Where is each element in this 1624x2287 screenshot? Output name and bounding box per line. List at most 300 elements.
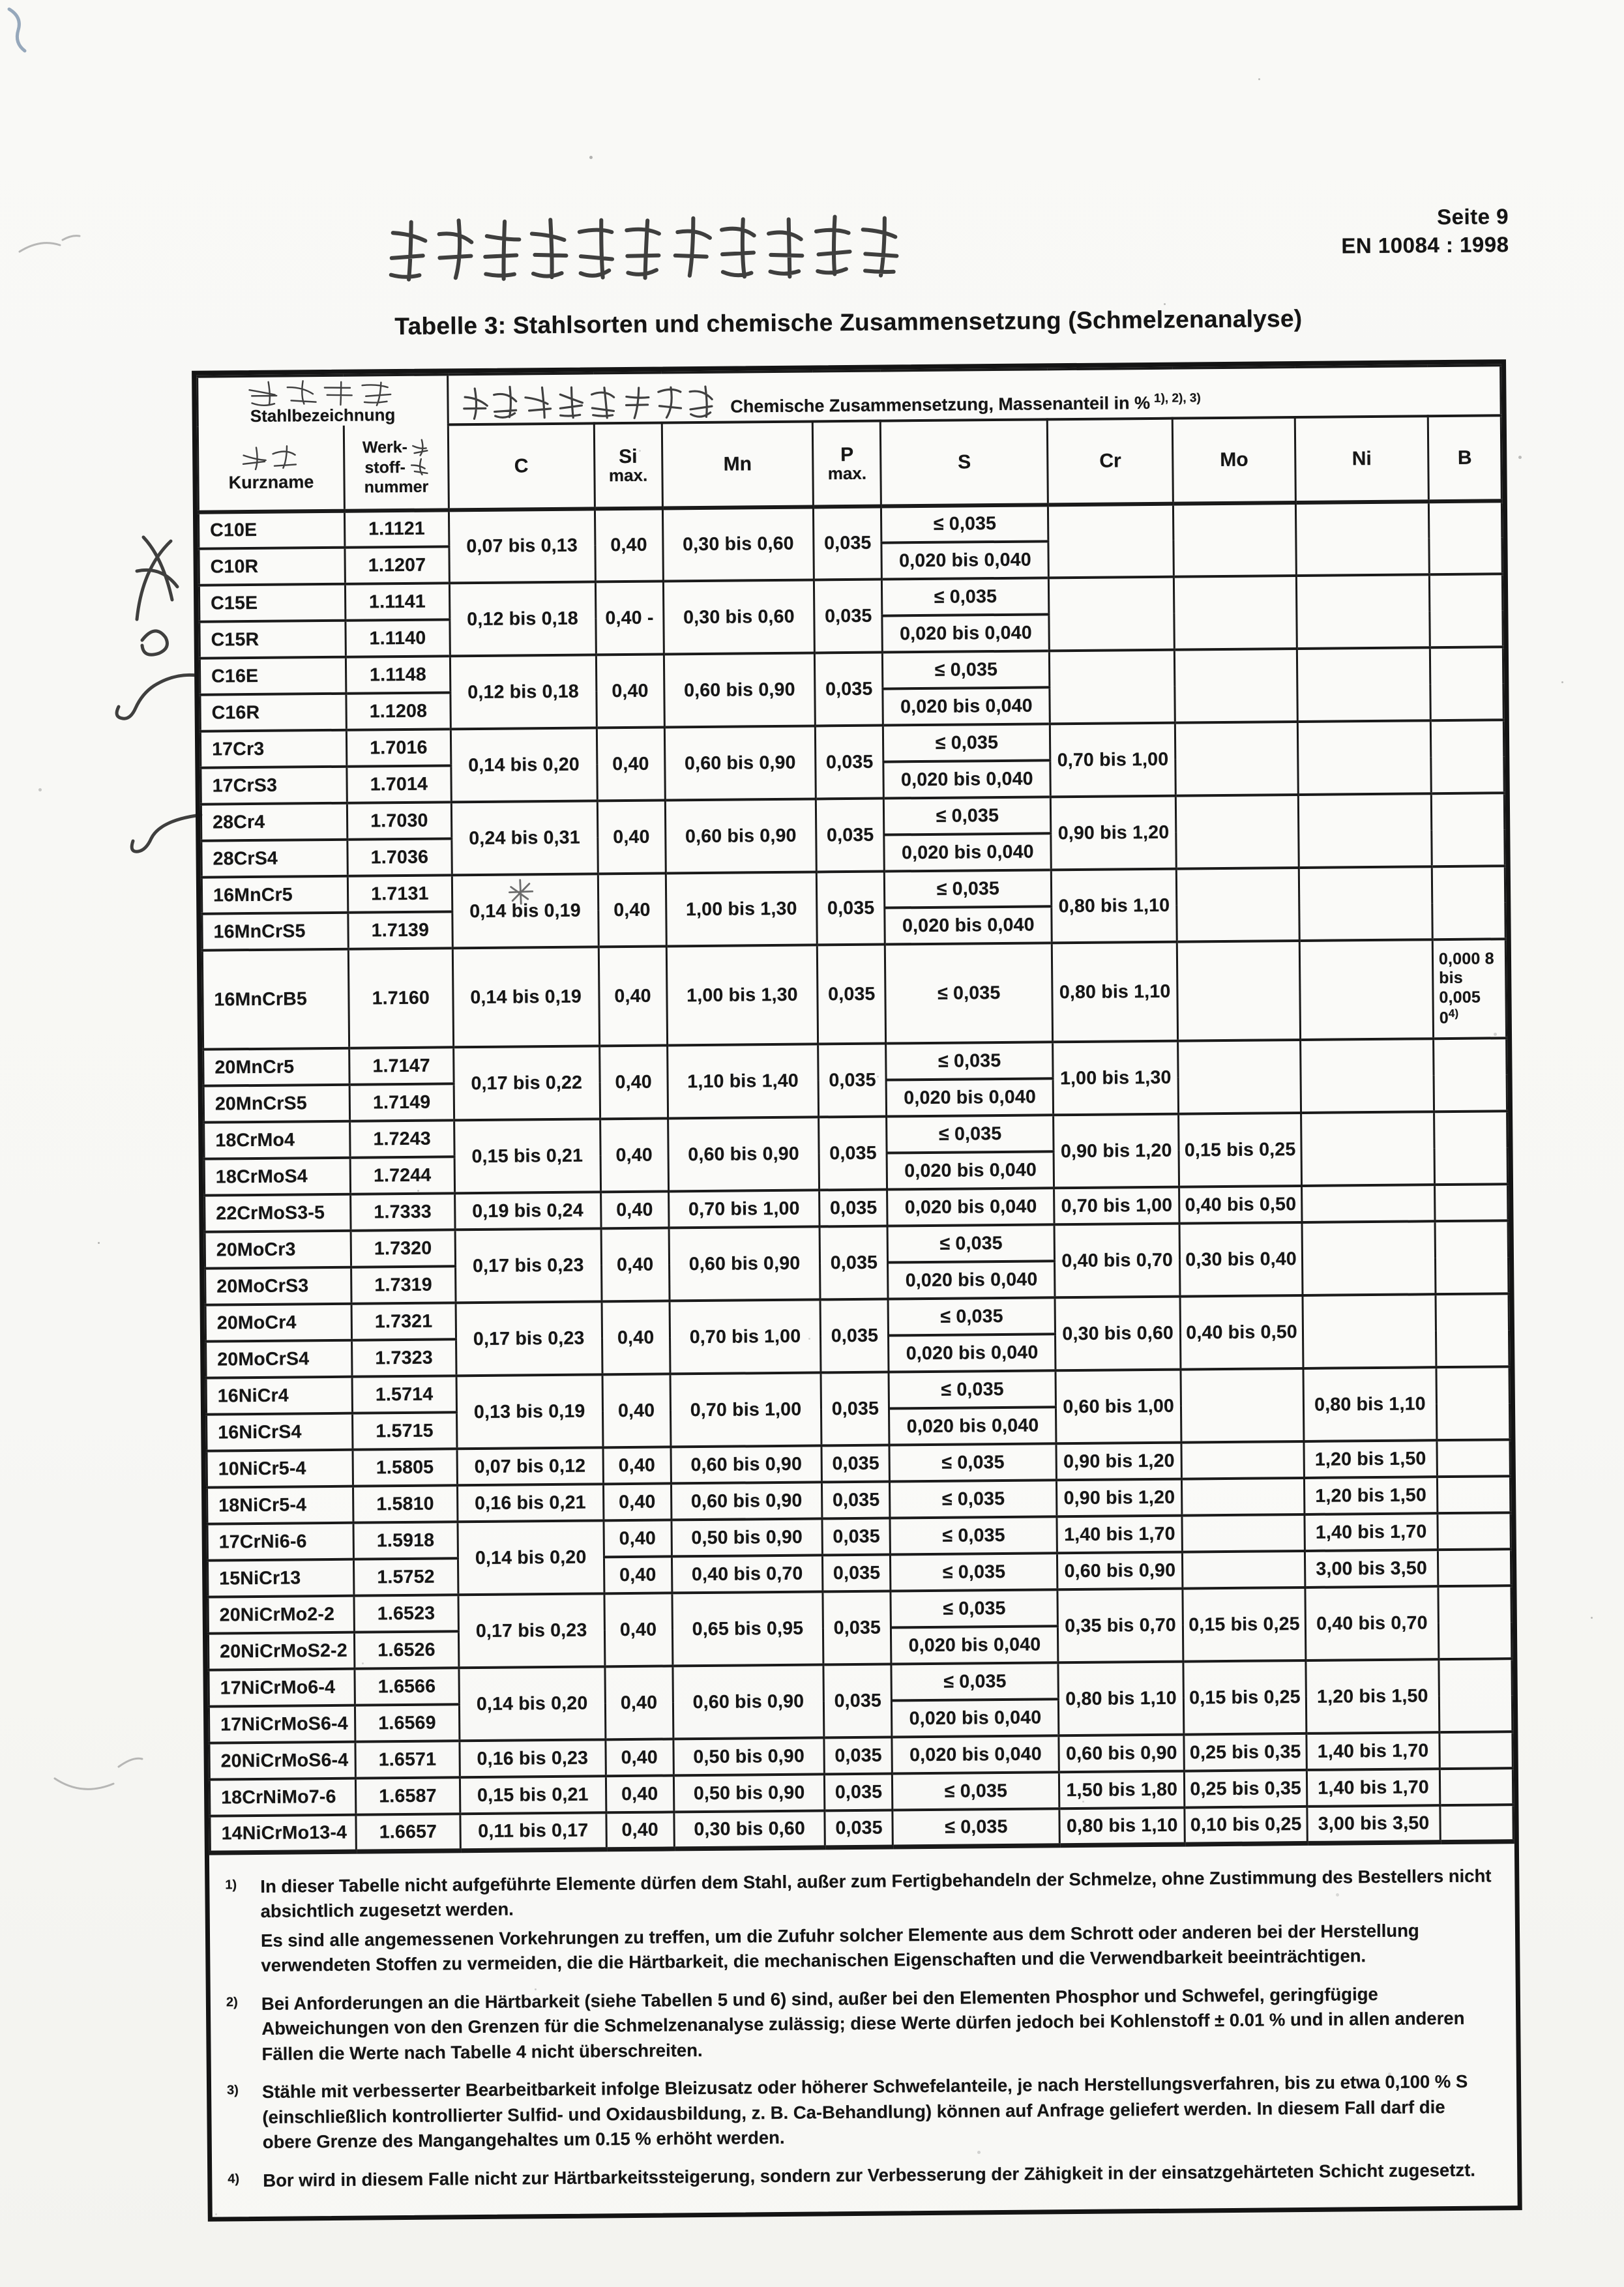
cell-ni: 3,00 bis 3,50 [1305,1550,1438,1587]
werkstoff-number: 1.7243 [349,1120,454,1157]
footnote-marker: 4) [228,2171,240,2186]
steel-grade-name: 16MnCr5 [201,876,347,914]
cell-ni [1302,1221,1436,1295]
cell-mo [1181,1441,1304,1479]
cell-c: 0,07 bis 0,12 [457,1447,603,1485]
werkstoff-number: 1.7016 [346,729,450,766]
cell-b [1438,1586,1512,1659]
steel-grade-name: 14NiCrMo13-4 [210,1815,356,1853]
cell-mo [1182,1514,1305,1552]
cell-mn: 0,60 bis 0,90 [673,1664,825,1739]
cell-mo: 0,25 bis 0,35 [1184,1734,1307,1771]
werkstoffnummer-header [344,424,449,510]
cell-mo: 0,30 bis 0,40 [1179,1222,1303,1297]
cell-s: ≤ 0,035 [888,1297,1055,1335]
cell-ni: 0,40 bis 0,70 [1305,1586,1439,1660]
cell-s: ≤ 0,035 [890,1516,1057,1554]
cell-si: 0,40 [606,1775,673,1812]
werkstoff-number: 1.5805 [353,1449,457,1486]
star-doodle [508,877,534,906]
cell-cr: 0,70 bis 1,00 [1054,1187,1179,1225]
cell-cr [1048,504,1174,578]
steel-grade-name: 17NiCrMoS6-4 [209,1705,355,1743]
cell-s: 0,020 bis 0,040 [887,1078,1054,1116]
werkstoff-number: 1.1148 [346,656,450,693]
cell-cr: 0,80 bis 1,10 [1059,1808,1185,1846]
cell-b [1438,1512,1511,1550]
steel-grade-name: C15E [199,584,345,622]
cell-c: 0,15 bis 0,21 [454,1119,600,1193]
steel-grade-name: 28Cr4 [201,803,347,841]
chem-footnote-markers: 1), 2), 3) [1153,391,1201,406]
cell-p: 0,035 [816,726,884,799]
cell-c: 0,07 bis 0,13 [449,509,595,583]
cell-mn: 0,50 bis 0,90 [673,1774,825,1812]
cell-s: ≤ 0,035 [884,797,1051,834]
cell-s: 0,020 bis 0,040 [887,1188,1054,1226]
col-header-cr: Cr [1048,419,1174,505]
faint-margin-mark [17,229,82,261]
cell-p: 0,035 [816,799,885,872]
steel-grade-name: 20MoCr4 [205,1304,351,1342]
cell-b [1432,866,1505,939]
steel-grade-name: 20NiCrMoS2-2 [208,1632,354,1670]
handwritten-checkmark [125,812,203,855]
cell-cr: 0,70 bis 1,00 [1050,723,1176,797]
faint-swirl-mark [51,1752,155,1798]
cell-ni [1295,501,1429,576]
page-reference [1341,203,1509,260]
cell-b [1434,1184,1508,1221]
handwritten-chem-annotation [458,382,718,422]
werkstoff-number: 1.7160 [348,948,453,1048]
cell-s: ≤ 0,035 [887,1115,1054,1153]
cell-mo [1182,1478,1305,1516]
steel-grade-name: 10NiCr5-4 [207,1450,353,1488]
steel-grade-name: 18NiCr5-4 [207,1486,353,1524]
steel-grade-name: 18CrMo4 [204,1121,350,1159]
cell-c: 0,14 bis 0,20 [458,1520,604,1595]
cell-b [1435,1220,1509,1294]
cell-c: 0,13 bis 0,19 [456,1374,603,1449]
cell-s: ≤ 0,035 [889,1443,1056,1481]
table-title: Tabelle 3: Stahlsorten und chemische Zusammensetzung (Schmelzenanalyse) [394,304,1303,340]
col-header-s: S [881,419,1048,506]
cell-mo: 0,15 bis 0,25 [1183,1587,1306,1662]
handwritten-ma [408,457,428,477]
cell-c: 0,24 bis 0,31 [451,801,598,875]
werkstoff-number: 1.1121 [344,510,449,547]
cell-c: 0,17 bis 0,22 [453,1046,600,1120]
werkstoff-line: nummer [364,477,429,497]
cell-ni [1297,647,1430,722]
cell-ni [1301,1039,1434,1113]
footnote-marker: 1) [225,1877,237,1892]
steel-grade-name: 28CrS4 [201,840,347,878]
cell-mn: 0,60 bis 0,90 [664,726,816,800]
steel-grade-name: 22CrMoS3-5 [205,1194,351,1232]
cell-mn: 0,30 bis 0,60 [662,507,814,581]
cell-c: 0,16 bis 0,23 [460,1739,606,1777]
cell-p: 0,035 [824,1737,892,1774]
cell-cr: 0,35 bis 0,70 [1057,1589,1183,1663]
steel-grade-name: 16MnCrB5 [202,949,349,1050]
cell-mn: 0,30 bis 0,60 [673,1810,825,1848]
cell-p: 0,035 [817,872,885,945]
werkstoff-number: 1.6657 [356,1814,460,1851]
cell-c: 0,14 bis 0,19 [452,947,599,1047]
cell-cr: 0,90 bis 1,20 [1057,1479,1182,1517]
steel-grade-name: 17CrS3 [201,767,347,804]
footnote-text: Bei Anforderungen an die Härtbarkeit (siehe Tabellen 5 und 6) sind, außer bei den Elementen Phosphor und Schwefel, geringfügige Abweichungen von den Grenzen für die Schmelzenanalyse zulässig; diese Werte dürfen jedoch bei Kohlenstoff ± 0.01 % und in allen anderen Fällen die Werte nach Tabelle 4 nicht überschreiten. [261,1983,1465,2064]
cell-b [1434,1038,1507,1112]
steel-grade-name: 16NiCr4 [206,1377,352,1415]
cell-si: 0,40 [604,1556,672,1593]
werkstoff-number: 1.5714 [352,1376,456,1413]
cell-b [1429,574,1503,647]
cell-ni [1302,1185,1435,1222]
steel-designation-label: Stahlbezeichnung [250,405,396,426]
cell-p: 0,035 [821,1299,889,1373]
werkstoff-number: 1.6523 [354,1595,458,1632]
cell-c: 0,16 bis 0,21 [457,1484,603,1522]
cell-mo [1178,1040,1301,1114]
cell-ni: 1,40 bis 1,70 [1305,1513,1438,1551]
cell-p: 0,035 [825,1810,893,1847]
cell-b [1437,1476,1511,1513]
werkstoff-number: 1.5752 [353,1558,458,1595]
werkstoff-number: 1.7321 [351,1303,456,1340]
cell-cr: 0,80 bis 1,10 [1052,869,1177,943]
cell-cr: 0,90 bis 1,20 [1051,796,1177,870]
cell-b [1439,1768,1513,1805]
cell-mo: 0,25 bis 0,35 [1185,1770,1307,1808]
footnote-ref: 4) [1448,1007,1459,1020]
cell-cr [1050,650,1175,724]
cell-c: 0,19 bis 0,24 [454,1192,600,1230]
cell-s: 0,020 bis 0,040 [883,687,1050,725]
cell-si: 0,40 [595,508,663,582]
steel-grade-name: 15NiCr13 [207,1559,353,1597]
cell-p: 0,035 [820,1226,889,1300]
cell-s: 0,020 bis 0,040 [892,1735,1059,1773]
cell-cr: 1,00 bis 1,30 [1053,1041,1179,1115]
cell-s: 0,020 bis 0,040 [888,1261,1055,1299]
col-header-p: P max. [813,421,881,507]
cell-mn: 0,40 bis 0,70 [672,1555,823,1593]
cell-mn: 0,30 bis 0,60 [663,580,815,654]
cell-cr: 0,90 bis 1,20 [1056,1443,1181,1481]
cell-b [1430,720,1504,793]
steel-grade-name: 18CrNiMo7-6 [209,1778,355,1816]
cell-mo [1183,1551,1305,1589]
cell-c: 0,12 bis 0,18 [450,655,597,729]
steel-grade-name: 20MoCr3 [205,1231,351,1269]
steel-grade-name: 20MoCrS3 [205,1267,351,1305]
handwritten-flag-doodle [121,529,193,679]
cell-b [1428,501,1502,574]
cell-c: 0,17 bis 0,23 [455,1228,602,1303]
cell-c: 0,17 bis 0,23 [456,1301,602,1376]
cell-b [1431,793,1505,866]
composition-table [196,364,1514,1855]
cell-p: 0,035 [825,1773,893,1810]
cell-mn: 0,60 bis 0,90 [668,1117,819,1191]
werkstoff-number: 1.1207 [345,546,449,583]
cell-c: 0,11 bis 0,17 [460,1812,606,1850]
werkstoff-number: 1.7244 [350,1157,454,1194]
cell-c: 0,14 bis 0,19 [452,874,598,948]
cell-si: 0,40 - [595,581,664,655]
werkstoff-line: stoff- [364,458,406,477]
cell-si: 0,40 [597,727,665,801]
cell-mn: 1,00 bis 1,30 [666,872,818,946]
table-row [202,939,1506,1049]
steel-grade-name: 20MnCrS5 [203,1085,349,1123]
steel-grade-name: C10E [198,511,344,549]
werkstoff-number: 1.1208 [346,692,450,730]
werkstoff-number: 1.7030 [347,802,451,839]
footnote-marker: 3) [226,2083,239,2098]
cell-mo [1175,722,1299,796]
kurzname-header [198,426,344,512]
cell-ni: 1,20 bis 1,50 [1306,1659,1439,1734]
cell-cr [1049,577,1175,651]
cell-cr: 0,80 bis 1,10 [1052,942,1178,1042]
werkstoff-number: 1.7323 [351,1339,456,1376]
werkstoff-line: Werk- [362,437,408,457]
cell-ni [1299,939,1433,1040]
cell-p: 0,035 [818,1044,887,1117]
cell-mo: 0,10 bis 0,25 [1185,1807,1307,1844]
cell-cr: 0,40 bis 0,70 [1054,1224,1180,1298]
cell-ni: 1,20 bis 1,50 [1304,1440,1437,1478]
cell-ni: 1,40 bis 1,70 [1307,1732,1439,1770]
standard-number: EN 10084 : 1998 [1341,232,1509,258]
cell-s: 0,020 bis 0,040 [885,906,1052,944]
werkstoff-number: 1.6571 [355,1741,460,1778]
table-outer-box [192,359,1522,2221]
werkstoff-number: 1.6566 [355,1668,459,1705]
cell-si: 0,40 [600,1118,668,1192]
cell-p: 0,035 [819,1190,887,1227]
cell-mo [1176,868,1299,942]
werkstoff-number: 1.6526 [354,1631,458,1668]
cell-b [1436,1293,1509,1367]
cell-b [1434,1111,1508,1185]
cell-si: 0,40 [603,1447,671,1484]
steel-grade-name: C15R [199,621,346,658]
cell-s: ≤ 0,035 [891,1553,1057,1591]
cell-si: 0,40 [604,1520,672,1557]
cell-mo [1175,649,1298,723]
cell-ni: 3,00 bis 3,50 [1307,1805,1440,1843]
cell-mo: 0,40 bis 0,50 [1180,1295,1303,1370]
cell-si: 0,40 [602,1374,671,1447]
steel-grade-name: 18CrMoS4 [204,1158,350,1196]
cell-mo [1177,941,1300,1041]
steel-grade-name: C16E [199,657,346,695]
cell-p: 0,035 [822,1482,890,1519]
cell-mn: 0,50 bis 0,90 [673,1737,824,1775]
cell-si: 0,40 [598,946,667,1046]
cell-mn: 1,10 bis 1,40 [667,1044,819,1118]
cell-ni: 1,40 bis 1,70 [1307,1769,1439,1807]
cell-b [1437,1439,1511,1477]
cell-cr: 0,60 bis 0,90 [1057,1552,1183,1590]
footnote-text: Bor wird in diesem Falle nicht zur Härtbarkeitssteigerung, sondern zur Verbesserung der Zähigkeit in der einsatzgehärteten Schicht zugesetzt. [263,2159,1476,2191]
cell-s: 0,020 bis 0,040 [883,760,1050,798]
cell-si: 0,40 [601,1228,670,1301]
document-sheet [190,204,1522,2221]
cell-s: ≤ 0,035 [885,870,1052,907]
cell-p: 0,035 [822,1518,890,1556]
cell-mn: 0,60 bis 0,90 [664,653,816,727]
cell-s: 0,020 bis 0,040 [882,614,1049,652]
cell-b [1439,1732,1513,1769]
cell-s: 0,020 bis 0,040 [889,1334,1056,1372]
cell-mo [1175,795,1299,869]
werkstoff-number: 1.1140 [346,619,450,657]
cell-si: 0,40 [603,1483,671,1520]
cell-p: 0,035 [819,1117,887,1190]
cell-si: 0,40 [606,1739,673,1776]
werkstoff-number: 1.7036 [347,838,452,876]
cell-cr: 1,50 bis 1,80 [1059,1771,1185,1809]
steel-grade-name: 20NiCrMo2-2 [208,1596,354,1634]
chem-composition-header [447,365,1501,424]
cell-s: ≤ 0,035 [890,1480,1057,1518]
cell-mn: 0,70 bis 1,00 [670,1372,822,1447]
werkstoff-number: 1.7333 [350,1193,454,1230]
cell-p: 0,035 [818,945,886,1044]
cell-s: ≤ 0,035 [889,1370,1056,1408]
cell-s: ≤ 0,035 [883,651,1050,688]
steel-grade-name: C10R [199,548,345,585]
cell-p: 0,035 [823,1591,891,1665]
cell-si: 0,40 [602,1301,670,1374]
cell-ni [1301,1112,1435,1186]
cell-p: 0,035 [823,1555,891,1592]
cell-s: ≤ 0,035 [887,1224,1054,1262]
werkstoff-number: 1.7139 [348,911,452,949]
footnote [228,2157,1498,2197]
cell-mn: 0,60 bis 0,90 [665,799,817,873]
cell-mo [1174,503,1297,577]
cell-c: 0,17 bis 0,23 [458,1593,605,1668]
werkstoff-number: 1.7320 [351,1230,455,1267]
cell-s: ≤ 0,035 [883,724,1050,761]
cell-si: 0,40 [597,800,666,874]
cell-c: 0,14 bis 0,20 [450,728,597,802]
cell-mn: 0,70 bis 1,00 [670,1299,821,1374]
cell-s: ≤ 0,035 [885,943,1053,1043]
cell-b [1439,1659,1513,1732]
cell-p: 0,035 [814,580,883,653]
cell-mo: 0,15 bis 0,25 [1183,1660,1307,1735]
cell-mo [1181,1368,1304,1443]
cell-mn: 1,00 bis 1,30 [666,945,818,1045]
cell-mn: 0,60 bis 0,90 [671,1445,822,1483]
cell-p: 0,035 [821,1445,889,1483]
page-number: Seite 9 [1437,204,1509,229]
cell-cr: 0,30 bis 0,60 [1055,1297,1181,1371]
cell-s: ≤ 0,035 [881,505,1048,542]
cell-mo: 0,40 bis 0,50 [1179,1186,1302,1224]
cell-s: 0,020 bis 0,040 [889,1407,1056,1445]
werkstoff-number: 1.7131 [347,875,452,912]
cell-si: 0,40 [598,873,666,947]
footnote-text: Stähle mit verbesserter Bearbeitbarkeit infolge Bleizusatz oder höherer Schwefelanteile, je nach Herstellungsverfahren, bis zu etwa 0,100 % S (einschließlich kontrollierter Sulfid- und Oxidausbildung, z. B. Ca-Behandlung) können auf Anfrage geliefert werden. In diesem Fall darf die obere Grenze des Mangangehaltes um 0.15 % erhöht werden. [261,2071,1468,2152]
cell-mn: 0,60 bis 0,90 [671,1482,822,1520]
steel-grade-name: 17Cr3 [200,730,346,768]
cell-b [1436,1366,1510,1440]
col-header-si: Si max. [594,423,662,509]
footnote-text: In dieser Tabelle nicht aufgeführte Elemente dürfen dem Stahl, außer zum Fertigbehandeln der Schmelze, ohne Zustimmung des Bestellers nicht absichtlich zugesetzt werden. Es sind alle angemessenen Vorkehrungen zu treffen, um die Zufuhr solcher Elemente aus dem Schrott oder anderen bei der Herstellung verwendeten Stoffen zu vermeiden, die die Härtbarkeit, die mechanischen Eigenschaften und die Verwendbarkeit beeinträchtigen. [260,1865,1492,1975]
werkstoff-number: 1.5715 [352,1412,456,1449]
cell-s: ≤ 0,035 [891,1662,1058,1700]
cell-mo [1174,576,1297,650]
cell-s: 0,020 bis 0,040 [891,1626,1058,1664]
handwritten-hao [410,436,430,456]
werkstoff-number: 1.5810 [353,1485,457,1522]
cell-s: ≤ 0,035 [886,1042,1053,1080]
cell-b [1440,1805,1514,1842]
cell-cr: 0,90 bis 1,20 [1054,1114,1179,1188]
handwritten-title-annotation [386,205,908,289]
cell-si: 0,40 [604,1593,673,1666]
werkstoff-number: 1.6587 [355,1777,460,1814]
cell-s: ≤ 0,035 [891,1589,1057,1627]
cell-si: 0,40 [596,654,664,728]
cell-s: ≤ 0,035 [882,578,1049,615]
footnote [227,2069,1498,2159]
col-header-ni: Ni [1295,416,1428,503]
cell-mn: 0,70 bis 1,00 [668,1190,819,1228]
werkstoff-number: 1.6569 [355,1704,459,1741]
cell-b: 0,000 8 bis 0,005 0$^{4)}$ [1432,939,1506,1039]
cell-ni: 1,20 bis 1,50 [1305,1477,1438,1514]
cell-ni [1299,866,1432,941]
cell-si: 0,40 [599,1045,668,1119]
col-header-mn: Mn [662,421,814,508]
cell-s: 0,020 bis 0,040 [881,541,1048,579]
werkstoff-number: 1.1141 [345,583,449,620]
werkstoff-number: 1.7014 [347,765,451,803]
cell-p: 0,035 [821,1372,889,1446]
werkstoff-number: 1.7147 [349,1047,454,1084]
steel-grade-name: 20MnCr5 [203,1048,349,1086]
footnote-marker: 2) [226,1994,238,2009]
page-header [190,204,1509,371]
steel-grade-name: 17NiCrMo6-4 [209,1669,355,1707]
cell-c: 0,12 bis 0,18 [449,582,596,656]
cell-b [1438,1549,1511,1586]
cell-si: 0,40 [600,1191,668,1228]
cell-si: 0,40 [605,1666,673,1739]
cell-c: 0,15 bis 0,21 [460,1776,606,1814]
cell-s: 0,020 bis 0,040 [892,1699,1059,1737]
steel-designation-header [198,374,448,426]
cell-p: 0,035 [815,653,883,726]
col-header-b: B [1428,415,1501,501]
cell-mn: 0,50 bis 0,90 [672,1518,823,1556]
steel-grade-name: C16R [200,694,346,731]
cell-p: 0,035 [823,1664,892,1737]
cell-s: ≤ 0,035 [893,1772,1059,1810]
cell-cr: 0,80 bis 1,10 [1058,1662,1184,1736]
cell-s: ≤ 0,035 [893,1808,1059,1846]
